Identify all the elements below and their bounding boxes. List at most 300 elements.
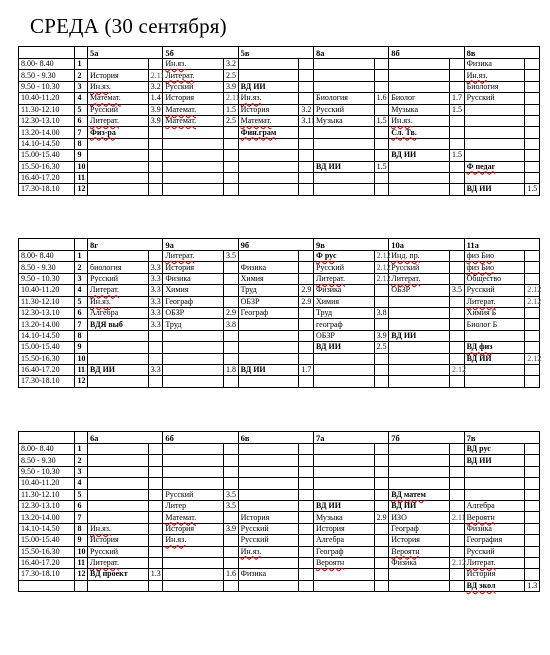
subject-cell xyxy=(464,330,525,341)
subject-cell: Литерат. xyxy=(389,273,450,284)
subject-cell xyxy=(238,455,299,466)
lesson-time: 15.00-15.40 xyxy=(19,150,75,161)
subject-cell: Алгебра xyxy=(88,307,149,318)
subject-cell: Русский xyxy=(88,104,149,115)
subject-cell xyxy=(238,444,299,455)
subject-cell xyxy=(238,59,299,70)
subject-cell xyxy=(464,127,525,138)
subject-cell: Ф рус xyxy=(313,251,374,262)
class-header: 9а xyxy=(163,239,238,251)
lesson-time: 15.50-16.30 xyxy=(19,161,75,172)
subject-cell xyxy=(389,466,450,477)
subject-cell: Химия xyxy=(163,285,224,296)
room-cell xyxy=(449,296,464,307)
room-cell xyxy=(299,523,314,534)
room-cell xyxy=(148,251,163,262)
subject-cell xyxy=(313,59,374,70)
room-cell: 2.5 xyxy=(374,342,389,353)
subject-cell xyxy=(163,557,224,568)
subject-cell: Математ. xyxy=(238,115,299,126)
subject-cell xyxy=(88,184,149,195)
subject-cell: Математ. xyxy=(88,93,149,104)
subject-cell: Математ. xyxy=(163,512,224,523)
subject-cell xyxy=(88,138,149,149)
subject-cell xyxy=(163,455,224,466)
room-cell xyxy=(148,444,163,455)
room-cell xyxy=(224,353,239,364)
table-row xyxy=(19,478,540,489)
subject-cell: Географ xyxy=(238,307,299,318)
subject-cell xyxy=(238,580,299,591)
class-header: 6а xyxy=(88,432,163,444)
room-cell: 1.5 xyxy=(525,184,540,195)
table-row xyxy=(19,262,540,273)
lesson-time: 10.40-11.20 xyxy=(19,478,75,489)
header-empty xyxy=(19,47,75,59)
room-cell xyxy=(299,70,314,81)
room-cell xyxy=(299,500,314,511)
room-cell xyxy=(224,296,239,307)
room-cell xyxy=(525,478,540,489)
lesson-number: 4 xyxy=(75,478,88,489)
subject-cell: Математ. xyxy=(163,104,224,115)
room-cell xyxy=(525,262,540,273)
subject-cell: Физика xyxy=(238,569,299,580)
subject-cell xyxy=(163,138,224,149)
table-row xyxy=(19,104,540,115)
subject-cell: физ Био xyxy=(464,262,525,273)
subject-cell xyxy=(464,489,525,500)
class-header: 7в xyxy=(464,432,539,444)
subject-cell xyxy=(313,353,374,364)
subject-cell: Ин.яз. xyxy=(163,535,224,546)
subject-cell: Физика xyxy=(163,273,224,284)
room-cell xyxy=(299,569,314,580)
room-cell xyxy=(299,353,314,364)
subject-cell xyxy=(88,376,149,387)
subject-cell: История xyxy=(238,512,299,523)
room-cell xyxy=(374,59,389,70)
subject-cell xyxy=(389,70,450,81)
subject-cell: История xyxy=(464,569,525,580)
room-cell xyxy=(224,342,239,353)
table-row xyxy=(19,455,540,466)
table-row xyxy=(19,466,540,477)
subject-cell: Химия xyxy=(313,296,374,307)
lesson-time: 9.50 - 10.30 xyxy=(19,81,75,92)
schedule-table-2 xyxy=(18,238,540,388)
class-header: 5б xyxy=(163,47,238,59)
subject-cell: Инд. пр. xyxy=(389,251,450,262)
subject-cell: Литерат. xyxy=(88,285,149,296)
subject-cell: Литерат. xyxy=(163,251,224,262)
room-cell xyxy=(449,262,464,273)
room-cell xyxy=(374,319,389,330)
room-cell xyxy=(224,273,239,284)
subject-cell: Литерат. xyxy=(464,296,525,307)
subject-cell xyxy=(464,104,525,115)
subject-cell xyxy=(238,251,299,262)
room-cell: 3.3 xyxy=(148,296,163,307)
room-cell xyxy=(299,307,314,318)
room-cell xyxy=(299,273,314,284)
subject-cell: Физика xyxy=(389,557,450,568)
subject-cell xyxy=(238,466,299,477)
room-cell xyxy=(374,466,389,477)
room-cell: 1.3 xyxy=(525,580,540,591)
class-header: 8а xyxy=(313,47,388,59)
subject-cell: Музыка xyxy=(389,104,450,115)
room-cell xyxy=(449,307,464,318)
subject-cell: ВД ИИ xyxy=(238,364,299,375)
subject-cell: Ин.яз. xyxy=(238,93,299,104)
lesson-time xyxy=(19,580,75,591)
table-row xyxy=(19,569,540,580)
header-empty xyxy=(75,47,88,59)
subject-cell xyxy=(238,489,299,500)
room-cell xyxy=(449,489,464,500)
room-cell xyxy=(224,478,239,489)
subject-cell xyxy=(464,172,525,183)
room-cell: 3.8 xyxy=(374,307,389,318)
lesson-number: 6 xyxy=(75,307,88,318)
subject-cell xyxy=(238,478,299,489)
room-cell xyxy=(449,455,464,466)
subject-cell: ВД ИИ xyxy=(313,161,374,172)
subject-cell: Биология xyxy=(313,93,374,104)
header-row xyxy=(19,432,540,444)
room-cell xyxy=(525,307,540,318)
subject-cell xyxy=(313,172,374,183)
room-cell: 3.2 xyxy=(148,81,163,92)
lesson-number: 12 xyxy=(75,184,88,195)
class-header: 11а xyxy=(464,239,539,251)
subject-cell: ИЗО xyxy=(389,512,450,523)
room-cell xyxy=(525,172,540,183)
room-cell xyxy=(449,523,464,534)
room-cell xyxy=(525,489,540,500)
room-cell: 1.5 xyxy=(224,104,239,115)
room-cell xyxy=(224,444,239,455)
subject-cell: Литерат. xyxy=(163,70,224,81)
lesson-number: 2 xyxy=(75,262,88,273)
room-cell xyxy=(374,557,389,568)
room-cell xyxy=(374,500,389,511)
lesson-number: 3 xyxy=(75,273,88,284)
room-cell xyxy=(525,104,540,115)
subject-cell: Литерат. xyxy=(88,115,149,126)
lesson-number: 7 xyxy=(75,512,88,523)
room-cell xyxy=(224,172,239,183)
room-cell xyxy=(525,569,540,580)
subject-cell xyxy=(163,172,224,183)
schedule-table-1 xyxy=(18,46,540,196)
room-cell: 2.12 xyxy=(449,364,464,375)
lesson-time: 12.30-13.10 xyxy=(19,307,75,318)
room-cell: 2.12 xyxy=(525,285,540,296)
subject-cell: Русский xyxy=(389,262,450,273)
room-cell xyxy=(299,342,314,353)
table-row xyxy=(19,330,540,341)
subject-cell xyxy=(238,353,299,364)
subject-cell: ОБЗР xyxy=(313,330,374,341)
room-cell xyxy=(148,546,163,557)
room-cell xyxy=(374,523,389,534)
room-cell xyxy=(224,535,239,546)
subject-cell xyxy=(163,353,224,364)
lesson-time: 17.30-18.10 xyxy=(19,184,75,195)
header-empty xyxy=(75,432,88,444)
lesson-number xyxy=(75,580,88,591)
subject-cell xyxy=(88,580,149,591)
room-cell: 1.3 xyxy=(148,569,163,580)
room-cell: 3.3 xyxy=(148,307,163,318)
subject-cell xyxy=(313,70,374,81)
room-cell xyxy=(148,184,163,195)
lesson-time: 12.30-13.10 xyxy=(19,115,75,126)
room-cell xyxy=(374,150,389,161)
room-cell xyxy=(224,262,239,273)
room-cell xyxy=(374,569,389,580)
room-cell xyxy=(148,535,163,546)
subject-cell: Русский xyxy=(163,489,224,500)
subject-cell: Химия xyxy=(238,273,299,284)
table-row xyxy=(19,364,540,375)
room-cell xyxy=(374,535,389,546)
subject-cell: История xyxy=(163,523,224,534)
room-cell xyxy=(148,330,163,341)
room-cell: 2.9 xyxy=(224,307,239,318)
class-header: 9б xyxy=(238,239,313,251)
subject-cell: Русский xyxy=(163,81,224,92)
subject-cell: История xyxy=(313,523,374,534)
subject-cell: Физика xyxy=(238,262,299,273)
subject-cell xyxy=(313,81,374,92)
subject-cell xyxy=(313,580,374,591)
subject-cell xyxy=(389,478,450,489)
lesson-number: 1 xyxy=(75,251,88,262)
room-cell xyxy=(374,489,389,500)
subject-cell: Русский xyxy=(464,546,525,557)
room-cell xyxy=(148,138,163,149)
subject-cell: Литерат. xyxy=(464,557,525,568)
subject-cell: Биология xyxy=(464,81,525,92)
lesson-number: 8 xyxy=(75,330,88,341)
room-cell xyxy=(299,262,314,273)
subject-cell xyxy=(313,127,374,138)
subject-cell xyxy=(389,342,450,353)
lesson-time: 17.30-18.10 xyxy=(19,569,75,580)
subject-cell: Географ xyxy=(389,523,450,534)
room-cell xyxy=(299,184,314,195)
room-cell xyxy=(449,466,464,477)
room-cell: 2.5 xyxy=(224,70,239,81)
table-row xyxy=(19,307,540,318)
lesson-number: 3 xyxy=(75,81,88,92)
subject-cell: Музыка xyxy=(313,512,374,523)
subject-cell: Русский xyxy=(88,546,149,557)
room-cell xyxy=(525,127,540,138)
subject-cell: ВД ИИ xyxy=(313,500,374,511)
room-cell: 3.9 xyxy=(148,115,163,126)
subject-cell xyxy=(238,500,299,511)
subject-cell: Русский xyxy=(88,273,149,284)
subject-cell: История xyxy=(389,535,450,546)
room-cell xyxy=(525,330,540,341)
room-cell xyxy=(148,376,163,387)
lesson-time: 8.50 - 9.30 xyxy=(19,262,75,273)
room-cell xyxy=(525,500,540,511)
subject-cell: Музыка xyxy=(313,115,374,126)
lesson-number: 5 xyxy=(75,104,88,115)
room-cell xyxy=(224,455,239,466)
subject-cell: ВД ИИ xyxy=(464,184,525,195)
subject-cell xyxy=(464,466,525,477)
room-cell: 3.5 xyxy=(224,500,239,511)
table-row xyxy=(19,342,540,353)
subject-cell: ВД ИИ xyxy=(464,455,525,466)
subject-cell: Труд xyxy=(163,319,224,330)
lesson-number: 9 xyxy=(75,535,88,546)
lesson-number: 11 xyxy=(75,172,88,183)
subject-cell xyxy=(238,557,299,568)
room-cell xyxy=(525,59,540,70)
subject-cell: ВД рус xyxy=(464,444,525,455)
room-cell xyxy=(148,59,163,70)
subject-cell xyxy=(389,376,450,387)
room-cell xyxy=(449,251,464,262)
subject-cell: Физика xyxy=(313,285,374,296)
subject-cell xyxy=(163,127,224,138)
room-cell xyxy=(374,364,389,375)
lesson-number: 6 xyxy=(75,115,88,126)
room-cell xyxy=(299,376,314,387)
room-cell xyxy=(449,569,464,580)
room-cell xyxy=(449,115,464,126)
subject-cell: Алгебра xyxy=(464,500,525,511)
table-row xyxy=(19,489,540,500)
room-cell xyxy=(374,478,389,489)
room-cell: 2.9 xyxy=(374,512,389,523)
room-cell: 1.6 xyxy=(224,569,239,580)
subject-cell: Ин.яз. xyxy=(389,115,450,126)
lesson-time: 10.40-11.20 xyxy=(19,285,75,296)
subject-cell xyxy=(163,150,224,161)
lesson-time: 8.50 - 9.30 xyxy=(19,455,75,466)
room-cell: 1.5 xyxy=(374,115,389,126)
room-cell xyxy=(148,557,163,568)
lesson-number: 5 xyxy=(75,296,88,307)
subject-cell: ВД проект xyxy=(88,569,149,580)
room-cell xyxy=(148,466,163,477)
subject-cell: История xyxy=(88,70,149,81)
room-cell xyxy=(299,81,314,92)
room-cell xyxy=(299,580,314,591)
lesson-number: 9 xyxy=(75,150,88,161)
subject-cell: Фин.грам xyxy=(238,127,299,138)
table-row xyxy=(19,444,540,455)
subject-cell xyxy=(313,444,374,455)
subject-cell: ВД ИИ xyxy=(313,342,374,353)
subject-cell xyxy=(389,569,450,580)
subject-cell xyxy=(88,500,149,511)
subject-cell xyxy=(389,138,450,149)
lesson-time: 14.10-14.50 xyxy=(19,330,75,341)
room-cell xyxy=(224,138,239,149)
subject-cell xyxy=(464,115,525,126)
room-cell: 3.5 xyxy=(224,251,239,262)
room-cell: 2.12 xyxy=(525,353,540,364)
lesson-number: 12 xyxy=(75,376,88,387)
room-cell: 3.3 xyxy=(148,262,163,273)
room-cell xyxy=(148,353,163,364)
room-cell: 1.5 xyxy=(374,161,389,172)
table-row xyxy=(19,535,540,546)
subject-cell: Физика xyxy=(464,523,525,534)
room-cell xyxy=(449,161,464,172)
table-row xyxy=(19,500,540,511)
room-cell: 2.12 xyxy=(525,296,540,307)
subject-cell xyxy=(313,150,374,161)
class-header: 6в xyxy=(238,432,313,444)
table-row xyxy=(19,376,540,387)
subject-cell: ВД ИИ xyxy=(389,500,450,511)
room-cell xyxy=(525,93,540,104)
room-cell xyxy=(148,512,163,523)
room-cell: 3.8 xyxy=(224,319,239,330)
subject-cell xyxy=(464,150,525,161)
table-row xyxy=(19,184,540,195)
room-cell: 3.3 xyxy=(148,273,163,284)
room-cell xyxy=(224,161,239,172)
schedule-table-3 xyxy=(18,431,540,592)
subject-cell: Вероятн xyxy=(389,546,450,557)
room-cell xyxy=(299,172,314,183)
table-row xyxy=(19,127,540,138)
lesson-number: 7 xyxy=(75,319,88,330)
subject-cell: Вероятн xyxy=(464,512,525,523)
room-cell xyxy=(525,444,540,455)
room-cell: 1.7 xyxy=(449,93,464,104)
table-row xyxy=(19,523,540,534)
subject-cell xyxy=(238,184,299,195)
room-cell xyxy=(525,364,540,375)
subject-cell xyxy=(88,455,149,466)
class-header: 5а xyxy=(88,47,163,59)
room-cell xyxy=(148,127,163,138)
lesson-time: 8.00- 8.40 xyxy=(19,59,75,70)
room-cell xyxy=(374,104,389,115)
subject-cell: Литер xyxy=(163,500,224,511)
room-cell xyxy=(449,353,464,364)
room-cell xyxy=(148,150,163,161)
subject-cell: ВД ИИ xyxy=(389,150,450,161)
lesson-number: 7 xyxy=(75,127,88,138)
lesson-time: 16.40-17.20 xyxy=(19,557,75,568)
subject-cell xyxy=(88,172,149,183)
subject-cell xyxy=(163,184,224,195)
subject-cell xyxy=(88,466,149,477)
room-cell xyxy=(299,478,314,489)
room-cell xyxy=(374,138,389,149)
class-header: 7б xyxy=(389,432,464,444)
table-row xyxy=(19,161,540,172)
room-cell xyxy=(224,466,239,477)
room-cell xyxy=(449,59,464,70)
lesson-number: 6 xyxy=(75,500,88,511)
room-cell xyxy=(148,489,163,500)
subject-cell xyxy=(313,455,374,466)
